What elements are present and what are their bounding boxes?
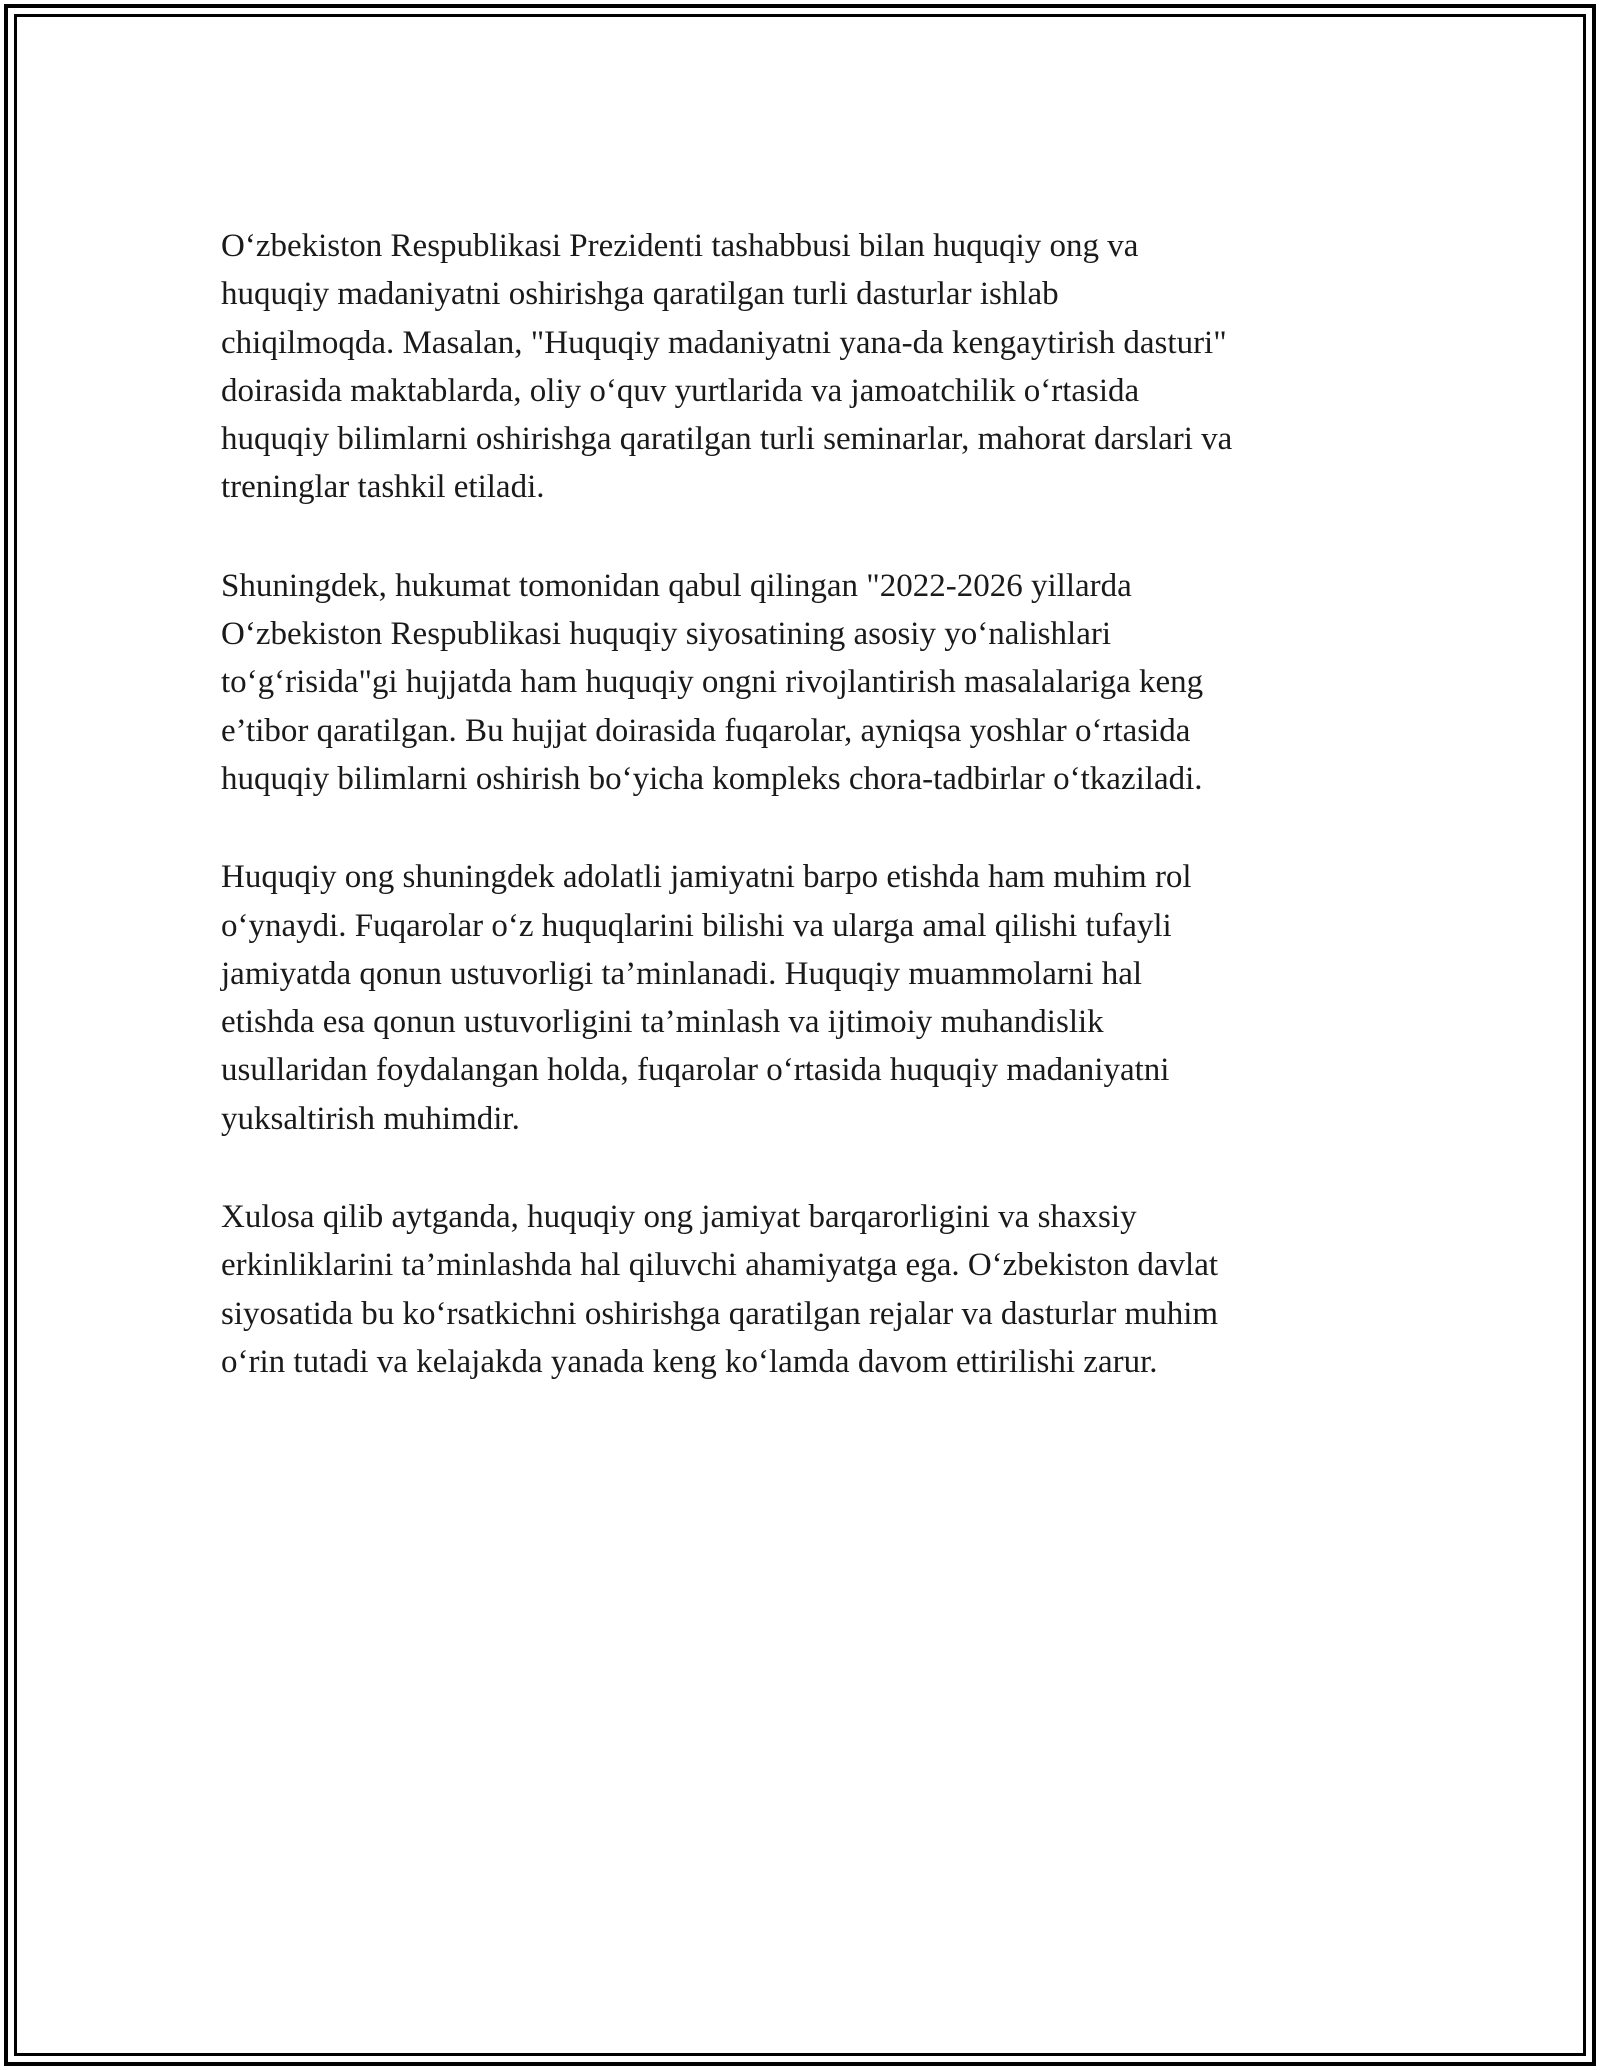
paragraph-3 xyxy=(221,853,1371,1143)
paragraph-2 xyxy=(221,562,1371,803)
paragraph-4 xyxy=(221,1193,1371,1386)
paragraph-line: chiqilmoqda. Masalan, "Huquqiy madaniyatni yana-da kengaytirish dasturi" xyxy=(221,324,1227,361)
paragraph-line: huquqiy bilimlarni oshirish boʻyicha kompleks chora-tadbirlar oʻtkaziladi. xyxy=(221,760,1203,797)
paragraph-line: oʻrin tutadi va kelajakda yanada keng koʻlamda davom ettirilishi zarur. xyxy=(221,1343,1158,1380)
paragraph-line: Oʻzbekiston Respublikasi Prezidenti tashabbusi bilan huquqiy ong va xyxy=(221,228,1139,264)
document-body xyxy=(221,222,1371,1436)
paragraph-line: Oʻzbekiston Respublikasi huquqiy siyosatining asosiy yoʻnalishlari xyxy=(221,616,1112,653)
paragraph-line: e’tibor qaratilgan. Bu hujjat doirasida fuqarolar, ayniqsa yoshlar oʻrtasida xyxy=(221,712,1191,749)
paragraph-line: jamiyatda qonun ustuvorligi ta’minlanadi. Huquqiy muammolarni hal xyxy=(221,955,1143,992)
paragraph-line: Xulosa qilib aytganda, huquqiy ong jamiyat barqarorligini va shaxsiy xyxy=(221,1199,1137,1236)
paragraph-line: Shuningdek, hukumat tomonidan qabul qilingan "2022-2026 yillarda xyxy=(221,567,1132,604)
paragraph-line: oʻynaydi. Fuqarolar oʻz huquqlarini bilishi va ularga amal qilishi tufayli xyxy=(221,907,1172,944)
paragraph-line: siyosatida bu koʻrsatkichni oshirishga qaratilgan rejalar va dasturlar muhim xyxy=(221,1295,1219,1332)
paragraph-1 xyxy=(221,222,1371,512)
paragraph-line: toʻgʻrisida"gi hujjatda ham huquqiy ongni rivojlantirish masalalariga keng xyxy=(221,664,1204,701)
paragraph-line: etishda esa qonun ustuvorligini ta’minlash va ijtimoiy muhandislik xyxy=(221,1004,1104,1041)
paragraph-line: Huquqiy ong shuningdek adolatli jamiyatni barpo etishda ham muhim rol xyxy=(221,859,1192,896)
paragraph-line: huquqiy madaniyatni oshirishga qaratilgan turli dasturlar ishlab xyxy=(221,276,1059,313)
paragraph-line: huquqiy bilimlarni oshirishga qaratilgan turli seminarlar, mahorat darslari va xyxy=(221,421,1233,458)
paragraph-line: treninglar tashkil etiladi. xyxy=(221,469,545,506)
paragraph-line: doirasida maktablarda, oliy oʻquv yurtlarida va jamoatchilik oʻrtasida xyxy=(221,372,1140,409)
paragraph-line: yuksaltirish muhimdir. xyxy=(221,1100,520,1137)
paragraph-line: erkinliklarini ta’minlashda hal qiluvchi ahamiyatga ega. Oʻzbekiston davlat xyxy=(221,1247,1219,1284)
paragraph-line: usullaridan foydalangan holda, fuqarolar oʻrtasida huquqiy madaniyatni xyxy=(221,1052,1170,1089)
